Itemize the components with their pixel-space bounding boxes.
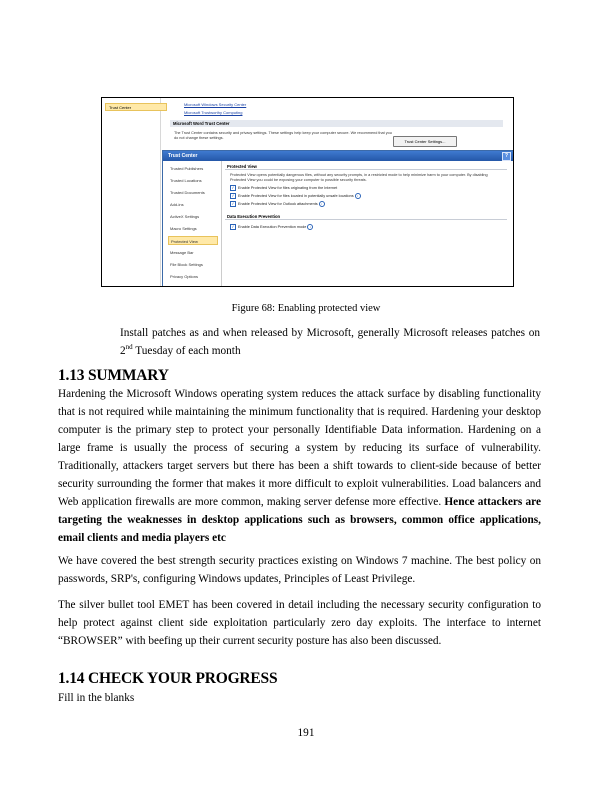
checkbox-checked[interactable]: ✓ [231,193,235,198]
nav-add-ins[interactable]: Add-ins [170,202,184,207]
checkbox-checked[interactable]: ✓ [231,185,235,190]
checkbox-checked[interactable]: ✓ [231,224,235,229]
dep-header: Data Execution Prevention [225,213,507,220]
summary-text: Hardening the Microsoft Windows operating system reduces the attack surface by disabling functionality that is not required while maintaining the minimum functionality that is required. Hardening your desktop computer is the primary step to protect your personally Identifiable Data information. Hardening on a large frame is usually the process of securing a system by reducing its surface of vulnerability. Traditionally, attackers target servers but there has been a shift towards to client-side because of better security surrounding the former that makes it more difficult to exploit vulnerabilities. Load balancers and Web application firewalls are more common, making server defense more effective. [58,388,541,508]
nav-trusted-locations[interactable]: Trusted Locations [170,178,202,183]
checkbox-checked[interactable]: ✓ [231,201,235,206]
check-progress-heading: 1.14 CHECK YOUR PROGRESS [58,670,278,687]
windows-security-center-link[interactable]: Microsoft Windows Security Center [184,102,247,107]
install-text: Install patches as and when released by Microsoft, generally Microsoft releases patches on 2 [120,327,540,357]
dialog-title: Trust Center [168,153,198,159]
trust-center-description: The Trust Center contains security and privacy settings. These settings help keep your computer secure. We recommend that you do not change these settings. [174,131,392,140]
nav-trusted-publishers[interactable]: Trusted Publishers [170,166,204,171]
summary-bold-text: Hence attackers are targeting the weaknesses in desktop applications such as browsers, common office applications, email clients and media players etc [58,496,541,544]
options-sidebar [102,98,161,286]
dialog-nav [163,161,222,287]
option-outlook-attachments[interactable] [230,201,325,207]
option-label: Enable Protected View for Outlook attachments [238,202,318,206]
install-text-end: Tuesday of each month [132,345,241,357]
option-label: Enable Data Execution Prevention mode [238,225,307,229]
sidebar-item-trust-center[interactable]: Trust Center [105,103,167,111]
trust-center-settings-button[interactable]: Trust Center Settings... [393,136,457,147]
option-internet-files[interactable] [230,185,337,191]
page-number: 191 [297,727,315,739]
fill-in-blanks-text: Fill in the blanks [58,692,135,704]
option-label: Enable Protected View for files originating from the Internet [238,186,338,190]
figure-caption: Figure 68: Enabling protected view [231,303,381,314]
trust-center-screenshot [101,97,514,287]
protected-view-header: Protected View [225,163,507,170]
dialog-titlebar [163,151,513,161]
summary-paragraph [58,385,541,547]
info-icon: i [355,193,361,199]
install-patches-paragraph [120,324,540,360]
nav-message-bar[interactable]: Message Bar [170,250,194,255]
help-icon[interactable]: ? [502,152,511,161]
emet-paragraph: The silver bullet tool EMET has been covered in detail including the necessary security configuration to help protect against client side exploitation particularly zero day exploits. The interface to internet “BROWSER” with beefing up their current security posture has also been discussed. [58,599,541,647]
option-dep-mode[interactable] [230,224,313,230]
option-unsafe-locations[interactable] [230,193,361,199]
trust-center-dialog [162,150,514,287]
ordinal-suffix: nd [125,343,133,352]
nav-trusted-documents[interactable]: Trusted Documents [170,190,205,195]
summary-heading: 1.13 SUMMARY [58,367,169,384]
nav-activex-settings[interactable]: ActiveX Settings [170,214,200,219]
nav-file-block-settings[interactable]: File Block Settings [170,262,203,267]
trustworthy-computing-link[interactable]: Microsoft Trustworthy Computing [184,110,243,115]
protected-view-description: Protected View opens potentially dangerous files, without any security prompts, in a restricted mode to help minimize harm to your computer. By disabling Protected View you could be exposing your computer to possible security threats. [230,173,488,182]
nav-protected-view[interactable]: Protected View [168,236,218,245]
nav-macro-settings[interactable]: Macro Settings [170,226,197,231]
word-trust-center-header: Microsoft Word Trust Center [170,120,503,127]
option-label: Enable Protected View for files located in potentially unsafe locations [238,194,354,198]
nav-privacy-options[interactable]: Privacy Options [170,274,199,279]
info-icon: i [319,201,325,207]
best-practices-paragraph: We have covered the best strength security practices existing on Windows 7 machine. The best policy on passwords, SRP's, configuring Windows updates, Principles of Least Privilege. [58,555,541,585]
info-icon: i [307,224,313,230]
